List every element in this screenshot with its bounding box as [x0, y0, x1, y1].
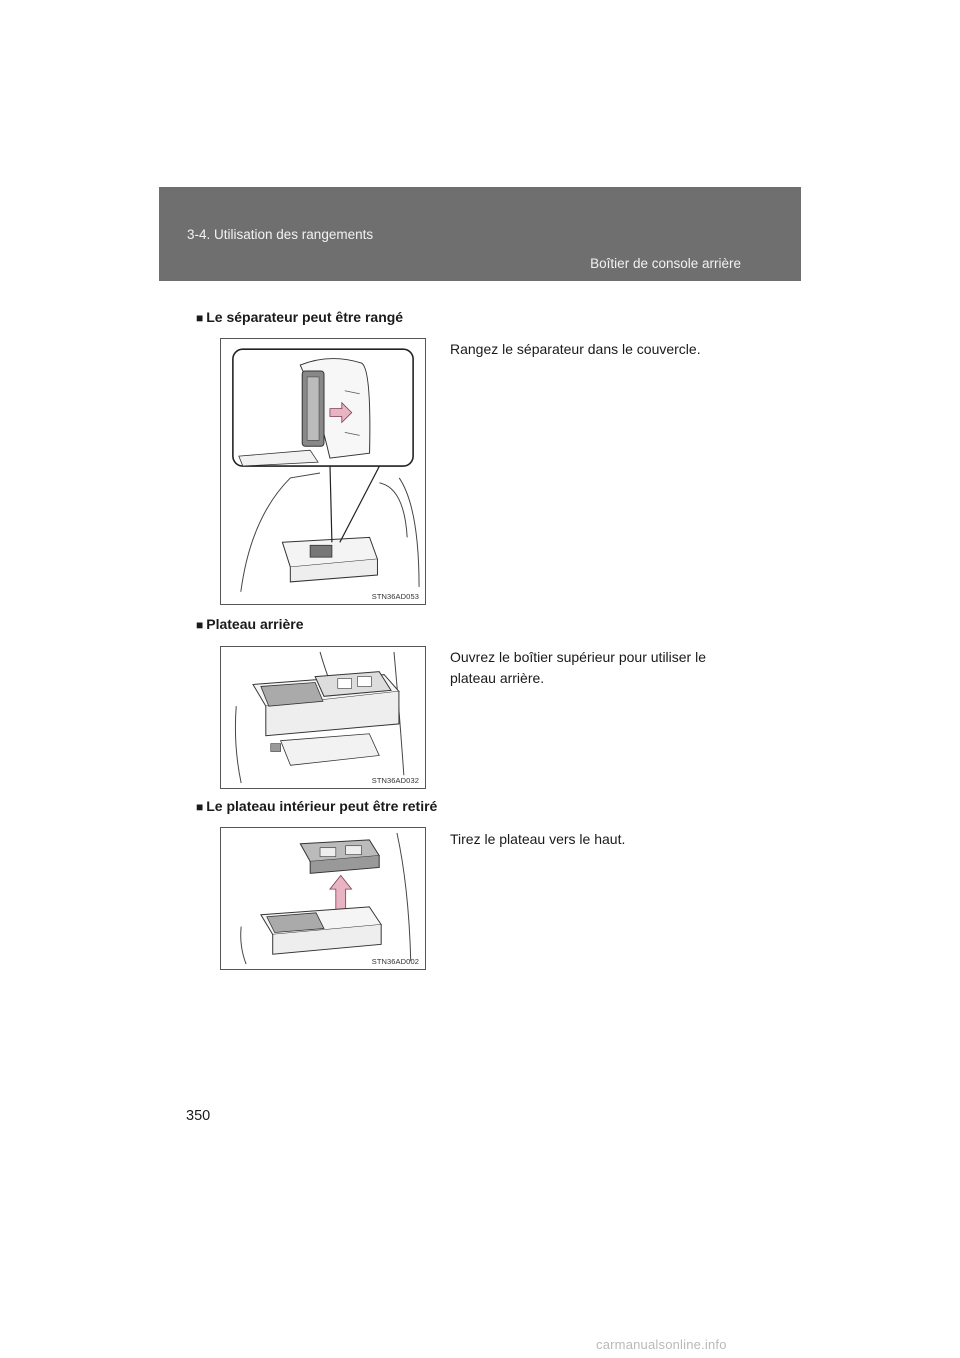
figure-inner-tray-removal: [220, 827, 426, 970]
armrest-divider-illustration: [221, 339, 425, 604]
section-heading-2: [196, 616, 304, 632]
figure-code: STN36AD053: [371, 592, 419, 601]
figure-code: STN36AD002: [371, 957, 419, 966]
bullet-square-icon: ■: [196, 800, 204, 814]
figure-code: STN36AD032: [371, 776, 419, 785]
watermark-text: carmanualsonline.info: [596, 1337, 727, 1352]
heading-text: Plateau arrière: [206, 616, 304, 632]
figure-divider-storage: [220, 338, 426, 605]
bullet-square-icon: ■: [196, 311, 204, 325]
section-description-3: Tirez le plateau vers le haut.: [450, 831, 626, 847]
section-description-2: Ouvrez le boîtier supérieur pour utiliser le plateau arrière.: [450, 649, 707, 686]
page-subtitle: Boîtier de console arrière: [590, 256, 741, 271]
section-description-1: Rangez le séparateur dans le couvercle.: [450, 341, 701, 357]
page-number: 350: [186, 1108, 211, 1124]
section-heading-1: [196, 309, 403, 325]
heading-text: Le plateau intérieur peut être retiré: [206, 798, 438, 814]
heading-text: Le séparateur peut être rangé: [206, 309, 404, 325]
inner-tray-illustration: [221, 828, 425, 969]
figure-rear-tray: [220, 646, 426, 789]
bullet-square-icon: ■: [196, 618, 204, 632]
section-heading-3: [196, 798, 437, 814]
section-title: 3-4. Utilisation des rangements: [187, 227, 374, 242]
section-header-band: [159, 187, 801, 281]
rear-tray-illustration: [221, 647, 425, 788]
